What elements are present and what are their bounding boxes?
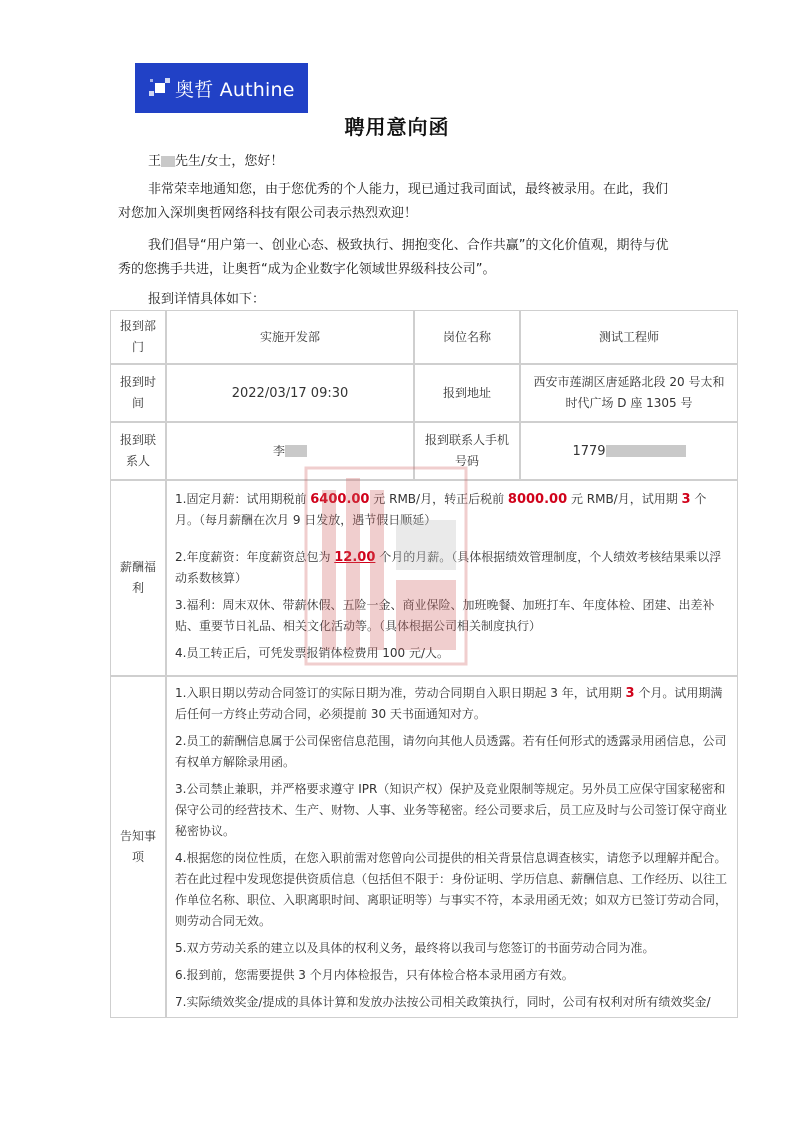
contact-name: 李	[272, 443, 285, 458]
salary-benefits: 3.福利：周末双休、带薪休假、五险一金、商业保险、加班晚餐、加班打车、年度体检、团建、出差补贴、重要节日礼品、相关文化活动等。（具体根据公司相关制度执行）	[175, 597, 715, 633]
row-contact	[110, 422, 738, 480]
position-value: 测试工程师	[520, 310, 738, 364]
address-label: 报到地址	[414, 364, 520, 422]
notice-content	[166, 676, 738, 1018]
notice-item: 2.员工的薪酬信息属于公司保密信息范围，请勿向其他人员透露。若有任何形式的透露录用函信息，公司有权单方解除录用函。	[175, 734, 727, 769]
probation-salary: 6400.00	[310, 491, 370, 507]
company-logo	[135, 63, 308, 113]
salary-annual: 2.年度薪资：年度薪资总包为 12.00 个月的月薪。（具体根据绩效管理制度，个人绩效考核结果乘以浮动系数核算）	[175, 549, 722, 585]
salary-fixed: 1.固定月薪：试用期税前 6400.00 元 RMB/月，转正后税前 8000.00 元 RMB/月，试用期 3 个月。（每月薪酬在次月 9 日发放，遇节假日顺延）	[175, 491, 707, 527]
probation-months: 3	[681, 491, 691, 507]
dept-value: 实施开发部	[166, 310, 414, 364]
logo-text: 奥哲 Authine	[175, 78, 295, 101]
row-department	[110, 310, 738, 364]
details-intro: 报到详情具体如下：	[148, 292, 266, 307]
salary-medical: 4.员工转正后，可凭发票报销体检费用 100 元/人。	[175, 645, 450, 660]
row-report-time	[110, 364, 738, 422]
page-title: 聘用意向函	[344, 115, 450, 139]
salary-content	[166, 480, 738, 676]
phone-redaction	[606, 445, 686, 457]
notice-item: 6.报到前，您需要提供 3 个月内体检报告，只有体检合格本录用函方有效。	[175, 968, 574, 982]
notice-item: 1.入职日期以劳动合同签订的实际日期为准，劳动合同期自入职日期起 3 年，试用期 3 个月。试用期满后任何一方终止劳动合同，必须提前 30 天书面通知对方。	[175, 686, 723, 721]
annual-months: 12.00	[334, 549, 376, 565]
time-value: 2022/03/17 09:30	[166, 364, 414, 422]
intro-paragraph: 非常荣幸地通知您，由于您优秀的个人能力，现已通过我司面试，最终被录用。在此，我们对您加入深圳奥哲网络科技有限公司表示热烈欢迎！	[118, 182, 669, 221]
time-label: 报到时间	[110, 364, 166, 422]
address-value: 西安市莲湖区唐延路北段 20 号太和时代广场 D 座 1305 号	[520, 364, 738, 422]
candidate-name: 王	[148, 154, 162, 169]
row-notice	[110, 676, 738, 1018]
notice-probation-months: 3	[625, 686, 635, 701]
culture-paragraph: 我们倡导“用户第一、创业心态、极致执行、拥抱变化、合作共赢”的文化价值观，期待与优秀的您携手共进，让奥哲“成为企业数字化领域世界级科技公司”。	[118, 238, 669, 277]
contact-name-redaction	[285, 445, 307, 457]
greeting-suffix: 先生/女士，您好！	[175, 154, 284, 169]
name-redaction	[161, 156, 175, 167]
logo-mark-icon	[149, 77, 171, 99]
greeting	[118, 150, 678, 174]
contact-value-cell	[166, 422, 414, 480]
contact-label: 报到联系人	[110, 422, 166, 480]
notice-item: 5.双方劳动关系的建立以及具体的权利义务，最终将以我司与您签订的书面劳动合同为准。	[175, 941, 655, 955]
position-label: 岗位名称	[414, 310, 520, 364]
offer-details-table	[110, 310, 738, 1018]
notice-item: 4.根据您的岗位性质，在您入职前需对您曾向公司提供的相关背景信息调查核实，请您予以理解并配合。若在此过程中发现您提供资质信息（包括但不限于：身份证明、学历信息、薪酬信息、工作经历、以往工作单位名称、职位、入职离职时间、离职证明等）与事实不符，本录用函无效；如双方已签订劳动合同，则劳动合同无效。	[175, 851, 728, 928]
dept-label: 报到部门	[110, 310, 166, 364]
notice-label: 告知事项	[110, 676, 166, 1018]
row-salary	[110, 480, 738, 676]
contact-phone: 1779	[572, 443, 606, 459]
contact-phone-label: 报到联系人手机号码	[414, 422, 520, 480]
salary-label: 薪酬福利	[110, 480, 166, 676]
notice-item: 7.实际绩效奖金/提成的具体计算和发放办法按公司相关政策执行，同时，公司有权利对所有绩效奖金/	[175, 995, 711, 1009]
regular-salary: 8000.00	[507, 491, 568, 507]
contact-phone-cell	[520, 422, 738, 480]
notice-item: 3.公司禁止兼职，并严格要求遵守 IPR（知识产权）保护及竞业限制等规定。另外员工应保守国家秘密和保守公司的经营技术、生产、财物、人事、业务等秘密。经公司要求后，员工应及时与公司签订保守商业秘密协议。	[175, 782, 728, 838]
